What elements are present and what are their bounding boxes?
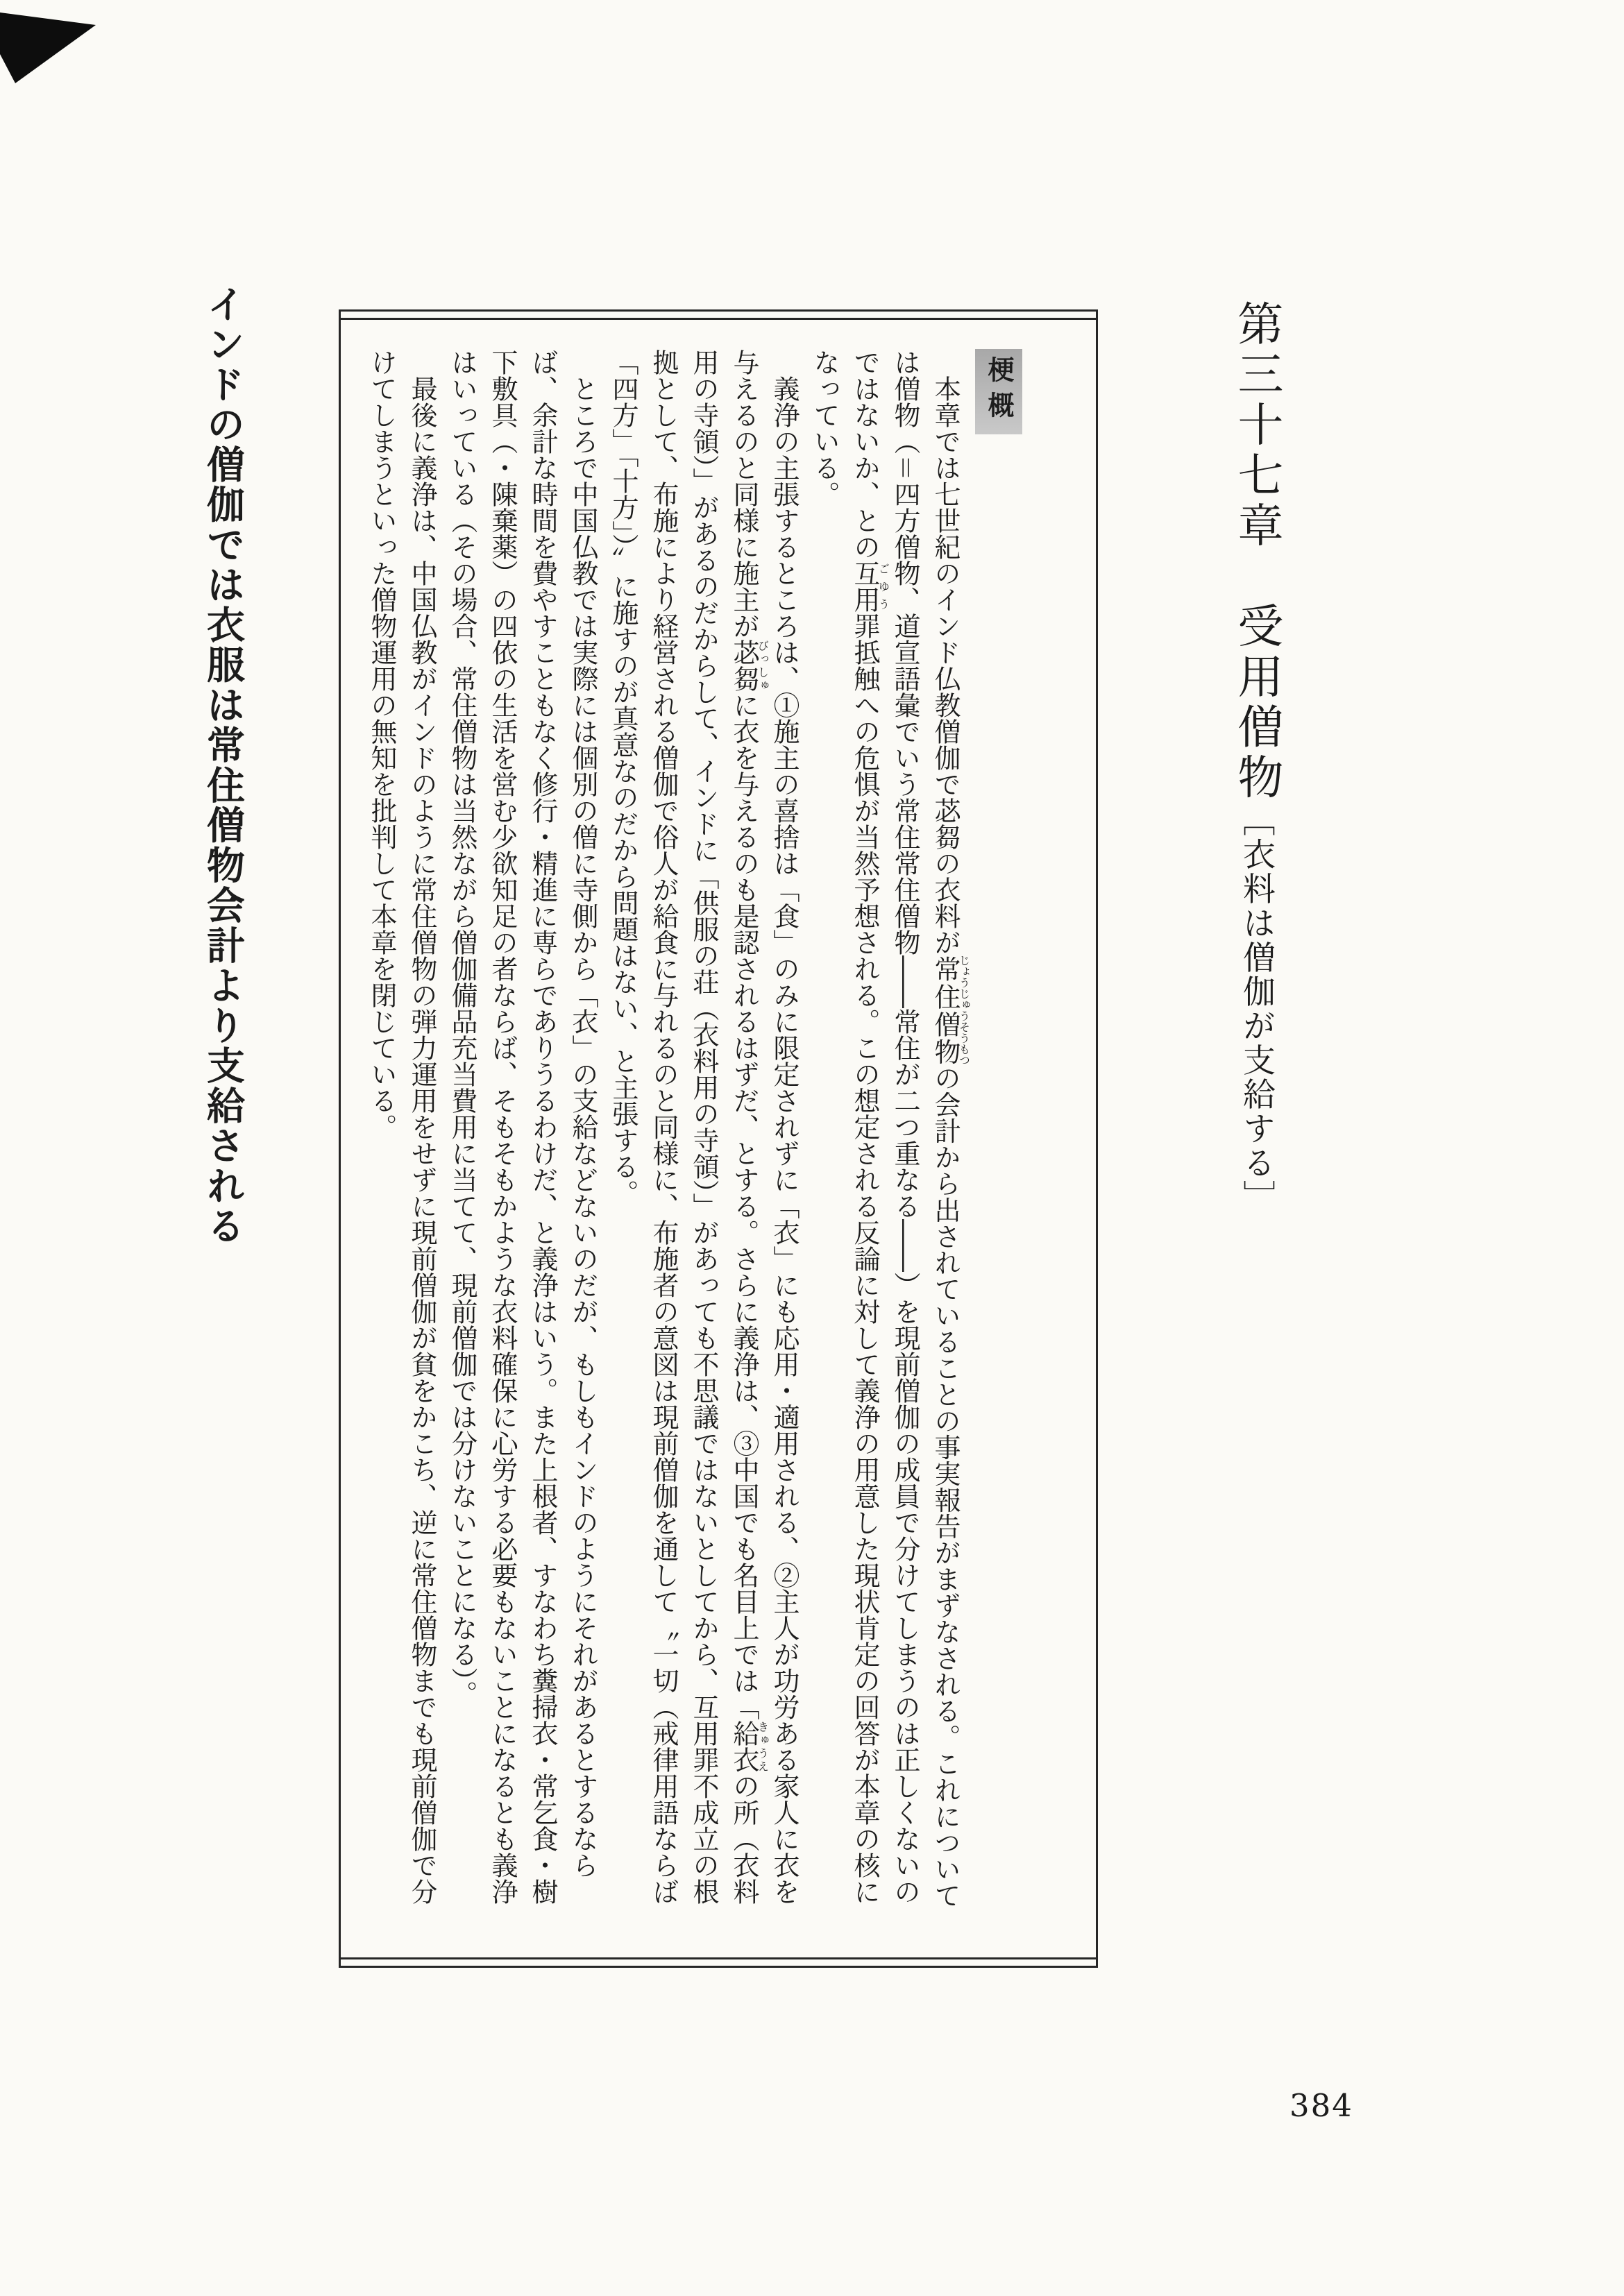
chapter-subtitle: ［衣料は僧伽が支給する］: [1237, 803, 1276, 1215]
synopsis-inner-frame: [341, 318, 1096, 1959]
scan-artifact-mark: [0, 6, 104, 92]
synopsis-paragraph: 義浄の主張するところは、①施主の喜捨は「食」のみに限定されずに「衣」にも応用・適用される、②主人が功労ある家人に衣を与えるのと同様に施主が苾芻びっしゅに衣を与えるのも是認されるはずだ、とする。さらに義浄は、③中国でも名目上では「給衣きゅうえの所（衣料用の寺領）」があるのだからして、インドに「供服の荘（衣料用の寺領）」があっても不思議ではないとしてから、互用罪不成立の根拠として、布施により経営される僧伽で俗人が給食に与れるのと同様に、布施者の意図は現前僧伽を通して〝一切（戒律用語ならば「四方」「十方」）〟に施すのが真意なのだから問題はない、と主張する。: [608, 349, 800, 1905]
synopsis-paragraph: ところで中国仏教では実際には個別の僧に寺側から「衣」の支給などないのだが、もしもインドのようにそれがあるとするならば、余計な時間を費やすこともなく修行・精進に専らでありうるわけだ、と義浄はいう。また上根者、すなわち糞掃衣・常乞食・樹下敷具（・陳棄薬）の四依の生活を営む少欲知足の者ならば、そもそもかような衣料確保に心労する必要もないことになるとも義浄はいっている（その場合、常住僧物は当然ながら僧伽備品充当費用に当てて、現前僧伽では分けないことになる）。: [447, 349, 598, 1905]
synopsis-paragraph: 本章では七世紀のインド仏教僧伽で苾芻の衣料が常住僧物じょうじゅうそうもつの会計から出されていることの事実報告がまずなされる。これについては僧物（＝四方僧物、道宣語彙でいう常住常住僧物――常住が二つ重なる――）を現前僧伽の成員で分けてしまうのは正しくないのではないか、との互用ごゆう罪抵触への危惧が当然予想される。この想定される反論に対して義浄の用意した現状肯定の回答が本章の核になっている。: [809, 349, 971, 1909]
page-number: 384: [1289, 2087, 1353, 2124]
synopsis-label-column: [975, 349, 1022, 1928]
chapter-title: [1230, 300, 1283, 1214]
chapter-title-text: 第三十七章 受用僧物: [1230, 300, 1283, 803]
side-heading: インドの僧伽では衣服は常住僧物会計より支給される: [201, 284, 245, 1246]
synopsis-label: 梗概: [975, 349, 1022, 434]
synopsis-paragraphs: [362, 349, 970, 1928]
synopsis-box: [339, 309, 1098, 1968]
synopsis-content: [362, 349, 1022, 1928]
synopsis-paragraph: 最後に義浄は、中国仏教がインドのように常住僧物の弾力運用をせずに現前僧伽が貧をかこち、逆に常住僧物までも現前僧伽で分けてしまうといった僧物運用の無知を批判して本章を閉じている。: [366, 349, 437, 1905]
